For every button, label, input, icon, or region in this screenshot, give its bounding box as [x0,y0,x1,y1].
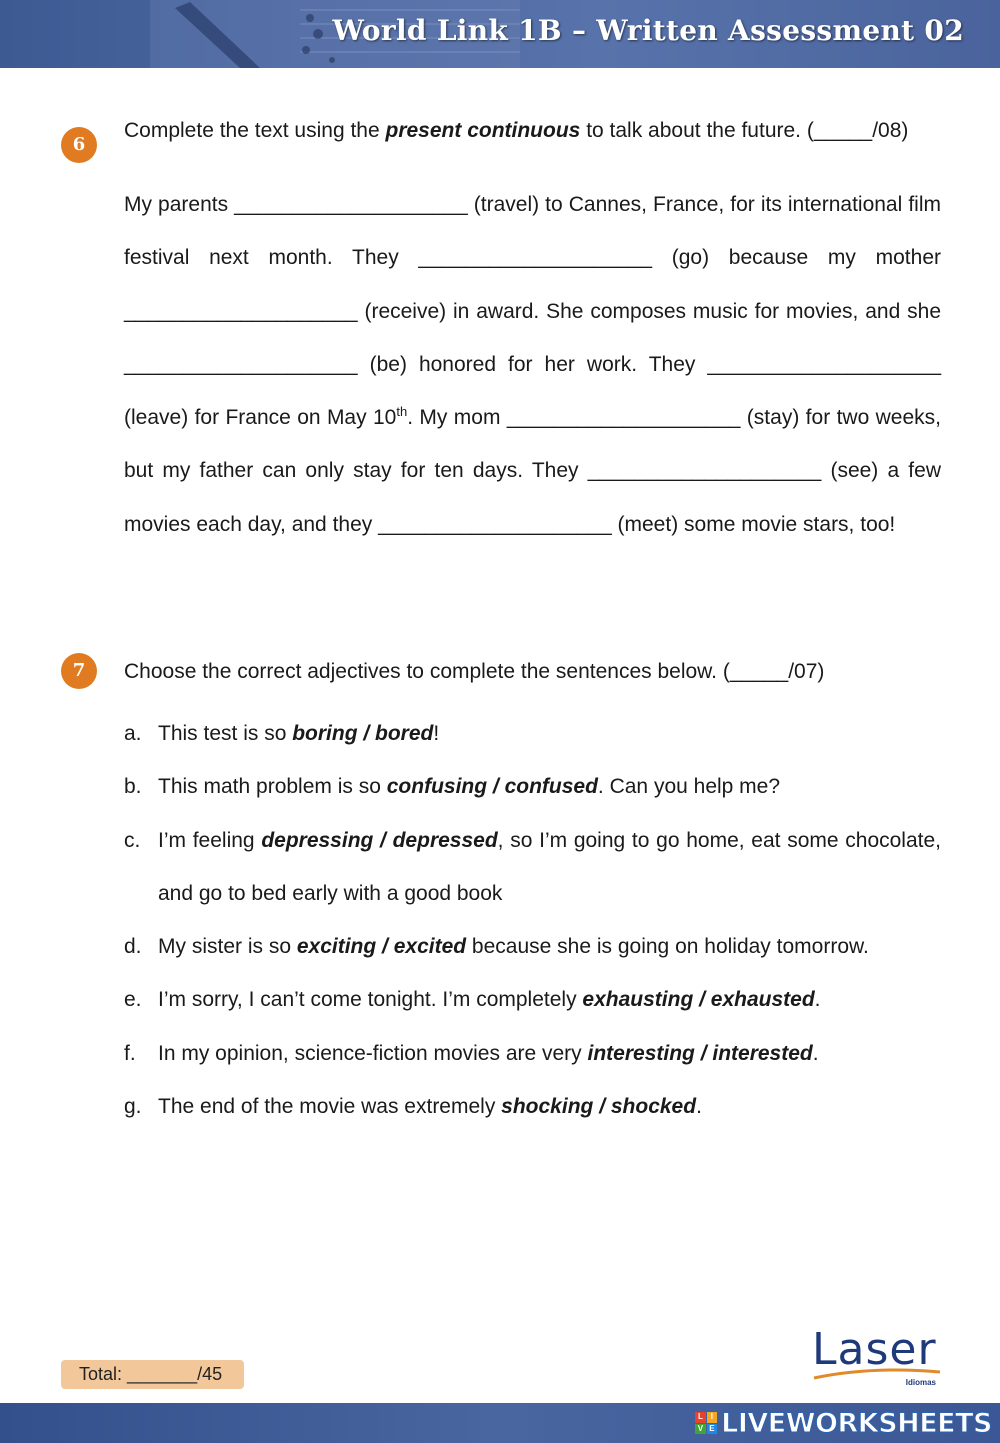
passage-part-1: My parents ____________________ (travel) to Cannes, France, for its international film festival next month. They ____________________ (go) because my mother ____________________ (receive) in award. She composes music for movies, and she ____________________ (be) honored for her work. They ____________________ (leave) for France on May 10 [124,193,941,430]
item-letter: e. [124,988,142,1012]
logo-subtitle: Idiomas [905,1378,936,1387]
instruction-text-end: to talk about the future. (_____/08) [580,119,909,142]
adjective-choice[interactable]: exciting / excited [296,935,467,959]
item-letter: d. [124,935,142,959]
total-score-box: Total: _______/45 [61,1360,244,1389]
logo-wordmark: Laser [812,1324,937,1375]
item-text: This test is so [158,722,293,745]
item-text-end: . [812,1041,819,1065]
item-letter: f. [124,1041,136,1065]
laser-logo [808,1324,948,1390]
item-text: The end of the movie was extremely [158,1095,502,1119]
page-title: World Link 1B – Written Assessment 02 [332,14,964,47]
adjective-choice[interactable]: exhausting / exhausted [582,988,815,1012]
item-text: This math problem is so [158,775,387,799]
item-text: My sister is so [158,935,297,959]
item-text-end: because she is going on holiday tomorrow. [466,935,869,959]
icon-letter: L [695,1412,706,1423]
item-letter: c. [124,828,141,852]
icon-letter: I [707,1412,718,1423]
question-6-instruction [124,117,941,144]
item-text-end: ! [433,722,440,745]
liveworksheets-icon [695,1412,717,1434]
adjective-choice[interactable]: interesting / interested [587,1041,813,1065]
question-6-badge: 6 [61,127,97,163]
adjective-choice[interactable]: depressing / depressed [261,828,498,852]
question-7-badge: 7 [61,653,97,689]
list-item [124,1080,941,1133]
item-letter: b. [124,775,142,799]
ordinal-suffix: th [396,404,408,420]
item-letter: g. [124,1095,142,1119]
instruction-emphasis: present continuous [385,119,581,142]
list-item [124,973,941,1026]
question-6-passage [124,178,941,551]
liveworksheets-watermark [695,1404,992,1442]
question-7-list [124,707,941,1133]
list-item [124,1027,941,1080]
item-text: I’m feeling [158,828,262,852]
icon-letter: E [707,1424,718,1435]
item-letter: a. [124,722,142,745]
item-text-end: . [696,1095,702,1119]
list-item [124,814,941,921]
question-7-instruction: Choose the correct adjectives to complete the sentences below. (_____/07) [124,660,825,683]
list-item [124,920,941,973]
watermark-text: LIVEWORKSHEETS [721,1407,992,1439]
adjective-choice[interactable]: confusing / confused [386,775,598,799]
list-item [124,760,941,813]
instruction-text: Complete the text using the [124,119,386,142]
item-text: I’m sorry, I can’t come tonight. I’m completely [158,988,583,1012]
list-item [124,707,941,760]
page-header [0,0,1000,68]
passage-part-2: . My mom ____________________ (stay) for two weeks, but my father can only stay for ten days. They ____________________ (see) a few movies each day, and they ____________________ (meet) some movie stars, too! [124,406,941,536]
icon-letter: V [695,1424,706,1435]
item-text-end: . Can you help me? [597,775,781,799]
item-text-end: , so I’m going to go home, eat some chocolate, and go to bed early with a good book [158,828,942,905]
item-text-end: . [814,988,821,1012]
item-text: In my opinion, science-fiction movies are very [158,1041,588,1065]
adjective-choice[interactable]: boring / bored [292,722,434,745]
adjective-choice[interactable]: shocking / shocked [501,1095,697,1119]
